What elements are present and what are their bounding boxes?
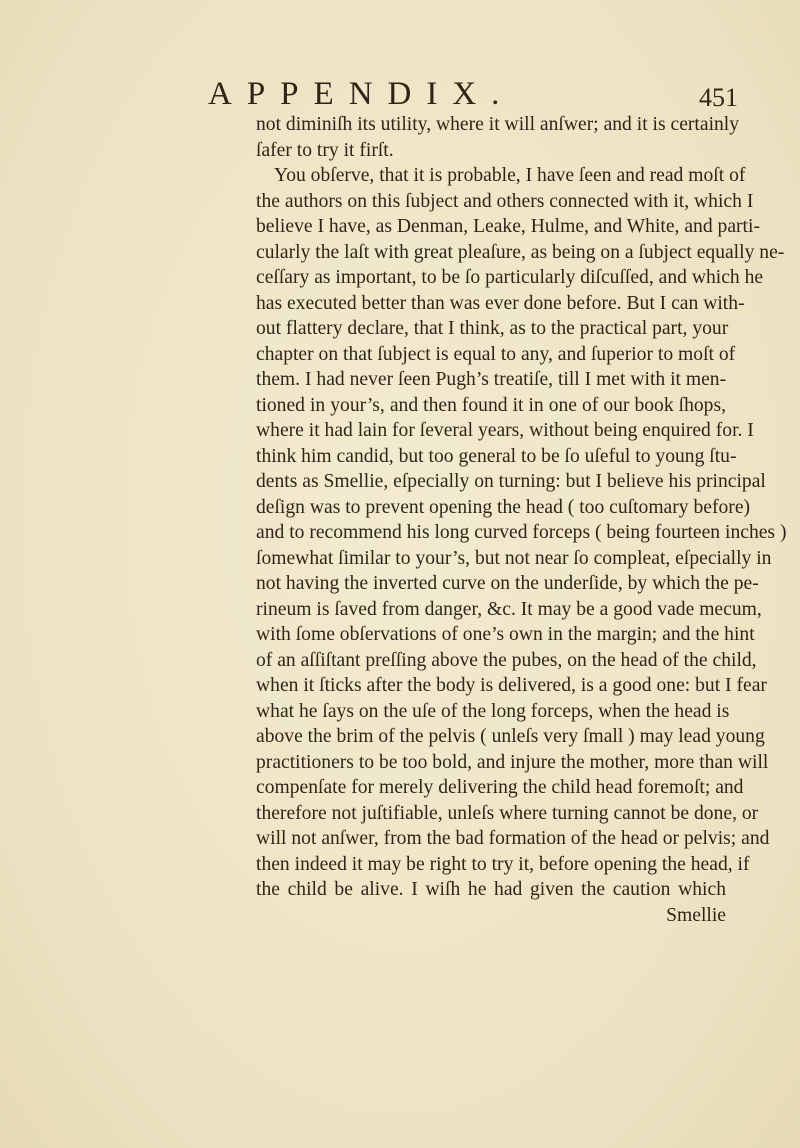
text-line: with ſome obſervations of one’s own in the margin; and the hint	[256, 624, 755, 645]
text-line: ceſſary as important, to be ſo particularly diſcuſſed, and which he	[256, 267, 764, 288]
text-line: the authors on this ſubject and others connected with it, which I	[256, 190, 754, 212]
text-line: not diminiſh its utility, where it will anſwer; and it is certainly	[256, 114, 740, 135]
text-line: ſomewhat ſimilar to your’s, but not near ſo compleat, eſpecially in	[256, 547, 772, 569]
text-line: them. I had never ſeen Pugh’s treatiſe, till I met with it men-	[256, 369, 727, 390]
text-line: out flattery declare, that I think, as to the practical part, your	[256, 318, 729, 339]
body-text	[256, 112, 787, 928]
page-number: 451	[699, 83, 738, 112]
text-line: the child be alive. I wiſh he had given the caution which	[256, 879, 726, 900]
text-line: will not anſwer, from the bad formation of the head or pelvis; and	[256, 828, 770, 849]
text-line: therefore not juſtifiable, unleſs where turning cannot be done, or	[256, 802, 759, 824]
text-line: cularly the laſt with great pleaſure, as being on a ſubject equally ne-	[256, 241, 785, 263]
text-line: You obſerve, that it is probable, I have ſeen and read moſt of	[274, 165, 746, 186]
text-line: not having the inverted curve on the underſide, by which the pe-	[256, 573, 759, 594]
text-line: has executed better than was ever done before. But I can with-	[256, 292, 745, 314]
text-line: think him candid, but too general to be ſo uſeful to young ſtu-	[256, 445, 737, 467]
text-line: what he ſays on the uſe of the long forceps, when the head is	[256, 700, 730, 722]
text-line: rineum is ſaved from danger, &c. It may be a good vade mecum,	[256, 598, 762, 620]
text-line: of an aſſiſtant preſſing above the pubes, on the head of the child,	[256, 649, 757, 671]
text-line: where it had lain for ſeveral years, without being enquired for. I	[256, 420, 754, 441]
text-line: above the brim of the pelvis ( unleſs very ſmall ) may lead young	[256, 726, 765, 747]
text-line: compenſate for merely delivering the child head foremoſt; and	[256, 777, 744, 798]
text-line: dents as Smellie, eſpecially on turning: but I believe his principal	[256, 471, 766, 492]
text-line: believe I have, as Denman, Leake, Hulme, and White, and parti-	[256, 216, 760, 237]
text-line: then indeed it may be right to try it, before opening the head, if	[256, 853, 750, 875]
page-header	[0, 74, 800, 114]
running-head: APPENDIX.	[208, 76, 515, 112]
text-line: chapter on that ſubject is equal to any, and ſuperior to moſt of	[256, 343, 736, 365]
text-line: practitioners to be too bold, and injure the mother, more than will	[256, 751, 769, 773]
catchword: Smellie	[666, 904, 726, 926]
text-line: and to recommend his long curved forceps ( being fourteen inches )	[256, 522, 787, 543]
text-line: when it ſticks after the body is delivered, is a good one: but I fear	[256, 675, 767, 696]
text-line: tioned in your’s, and then found it in one of our book ſhops,	[256, 394, 726, 416]
text-line: deſign was to prevent opening the head ( too cuſtomary before)	[256, 496, 751, 518]
text-line: ſafer to try it firſt.	[256, 139, 394, 161]
